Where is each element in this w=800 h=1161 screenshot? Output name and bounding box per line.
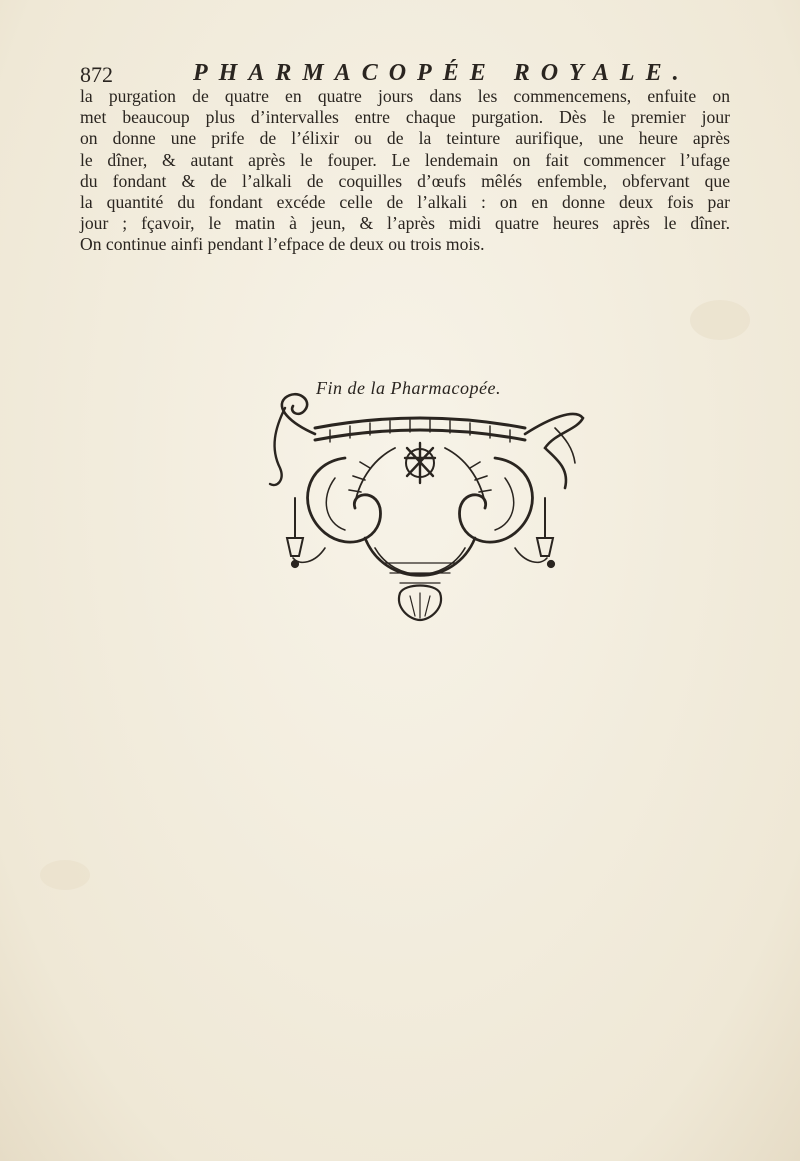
- body-paragraph: [80, 86, 730, 256]
- text-line: du fondant & de l’alkali de coquilles d’œufs mêlés enfemble, obfervant que: [80, 170, 730, 191]
- paper-stain: [40, 860, 90, 890]
- page-number: 872: [80, 62, 113, 87]
- text-line: la quantité du fondant excéde celle de l’alkali : on en donne deux fois par: [80, 191, 730, 212]
- text-line: la purgation de quatre en quatre jours dans les commencemens, enfuite on: [80, 86, 730, 106]
- text-line: jour ; fçavoir, le matin à jeun, & l’après midi quatre heures après le dîner.: [80, 213, 730, 234]
- paper-stain: [690, 300, 750, 340]
- text-line: le dîner, & autant après le fouper. Le lendemain on fait commencer l’ufage: [80, 149, 730, 170]
- text-line: met beaucoup plus d’intervalles entre chaque purgation. Dès le premier jour: [80, 107, 730, 128]
- baroque-ornament-icon: [255, 388, 585, 638]
- text-line: on donne une prife de l’élixir ou de la teinture aurifique, une heure après: [80, 128, 730, 149]
- running-head: PHARMACOPÉE ROYALE.: [193, 60, 690, 86]
- text-line: On continue ainfi pendant l’efpace de deux ou trois mois.: [80, 234, 485, 255]
- finis-line: Fin de la Pharmacopée.: [316, 378, 501, 398]
